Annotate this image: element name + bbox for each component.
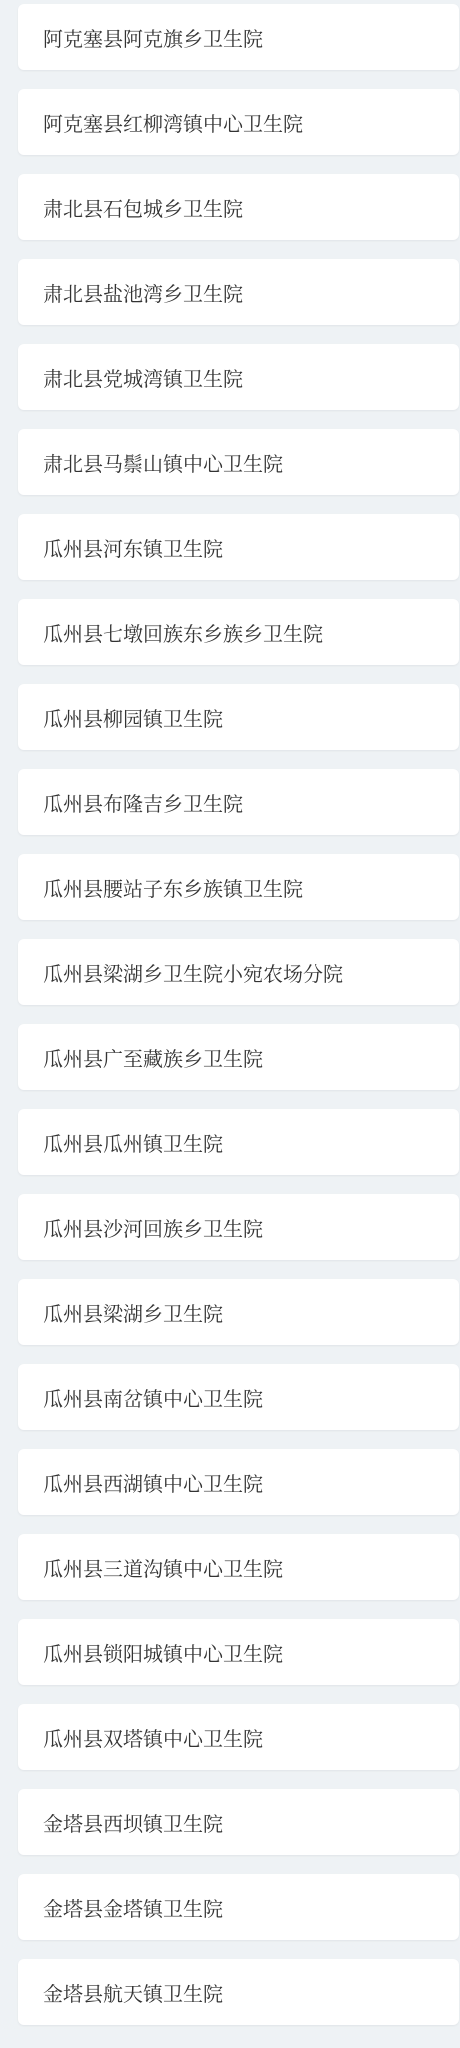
list-item-label: 阿克塞县阿克旗乡卫生院 — [43, 26, 263, 51]
list-item[interactable] — [18, 1959, 459, 2025]
list-item[interactable] — [18, 1364, 459, 1430]
list-item-label: 瓜州县广至藏族乡卫生院 — [43, 1046, 263, 1071]
list-item[interactable] — [18, 259, 459, 325]
list-item[interactable] — [18, 1789, 459, 1855]
list-item-label: 瓜州县锁阳城镇中心卫生院 — [43, 1641, 283, 1666]
list-item-label: 肃北县盐池湾乡卫生院 — [43, 281, 243, 306]
list-item[interactable] — [18, 1704, 459, 1770]
list-item-label: 瓜州县梁湖乡卫生院 — [43, 1301, 223, 1326]
list-item[interactable] — [18, 429, 459, 495]
list-item-label: 肃北县党城湾镇卫生院 — [43, 366, 243, 391]
list-item-label: 瓜州县三道沟镇中心卫生院 — [43, 1556, 283, 1581]
list-item-label: 金塔县金塔镇卫生院 — [43, 1896, 223, 1921]
list-item[interactable] — [18, 4, 459, 70]
list-item[interactable] — [18, 89, 459, 155]
list-item[interactable] — [18, 769, 459, 835]
list-item-label: 瓜州县西湖镇中心卫生院 — [43, 1471, 263, 1496]
list-item-label: 肃北县马鬃山镇中心卫生院 — [43, 451, 283, 476]
list-item-label: 瓜州县梁湖乡卫生院小宛农场分院 — [43, 961, 343, 986]
list-item[interactable] — [18, 1449, 459, 1515]
list-item[interactable] — [18, 1024, 459, 1090]
list-item[interactable] — [18, 854, 459, 920]
list-item-label: 瓜州县瓜州镇卫生院 — [43, 1131, 223, 1156]
list-item-label: 金塔县西坝镇卫生院 — [43, 1811, 223, 1836]
list-item[interactable] — [18, 1874, 459, 1940]
list-item[interactable] — [18, 1279, 459, 1345]
list-item[interactable] — [18, 344, 459, 410]
list-item-label: 瓜州县柳园镇卫生院 — [43, 706, 223, 731]
list-item[interactable] — [18, 1534, 459, 1600]
list-item-label: 瓜州县南岔镇中心卫生院 — [43, 1386, 263, 1411]
list-item-label: 瓜州县布隆吉乡卫生院 — [43, 791, 243, 816]
list-item-label: 金塔县航天镇卫生院 — [43, 1981, 223, 2006]
list-item-label: 瓜州县双塔镇中心卫生院 — [43, 1726, 263, 1751]
list-item[interactable] — [18, 174, 459, 240]
list-item[interactable] — [18, 684, 459, 750]
list-item-label: 阿克塞县红柳湾镇中心卫生院 — [43, 111, 303, 136]
list-item-label: 瓜州县沙河回族乡卫生院 — [43, 1216, 263, 1241]
list-item-label: 瓜州县河东镇卫生院 — [43, 536, 223, 561]
list-item[interactable] — [18, 514, 459, 580]
list-item-label: 瓜州县七墩回族东乡族乡卫生院 — [43, 621, 323, 646]
list-item[interactable] — [18, 1109, 459, 1175]
list-item-label: 瓜州县腰站子东乡族镇卫生院 — [43, 876, 303, 901]
list-item[interactable] — [18, 1194, 459, 1260]
list-item[interactable] — [18, 599, 459, 665]
list-item[interactable] — [18, 1619, 459, 1685]
list-item-label: 肃北县石包城乡卫生院 — [43, 196, 243, 221]
list-item[interactable] — [18, 939, 459, 1005]
